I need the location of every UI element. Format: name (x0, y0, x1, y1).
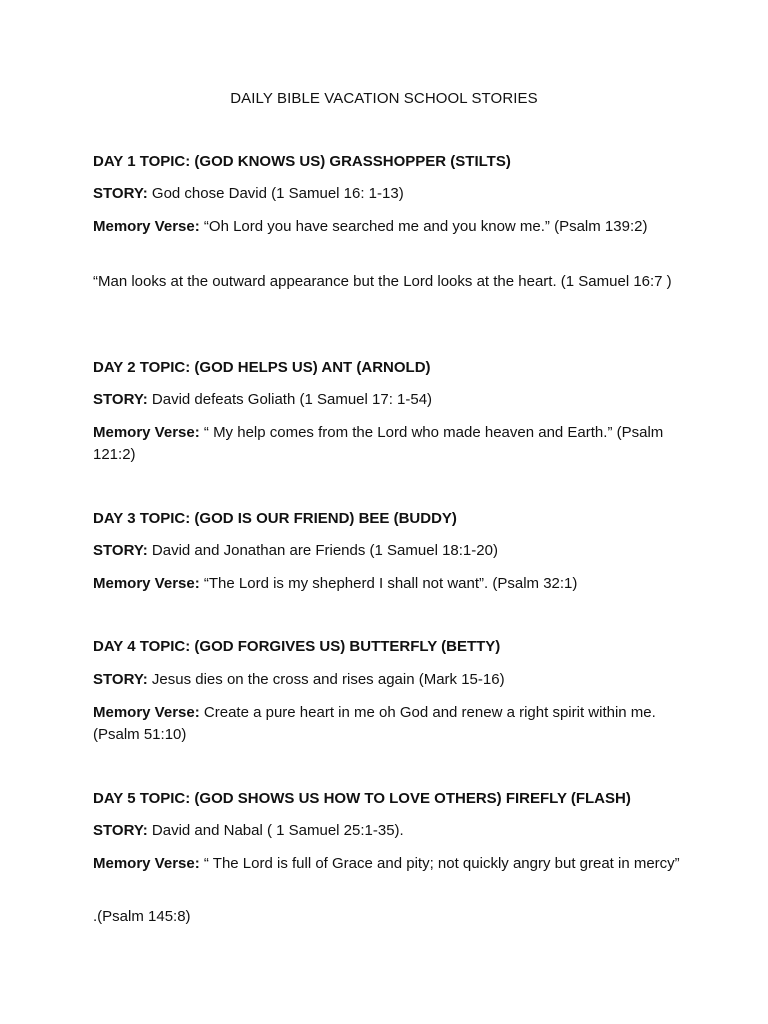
story-text: David and Jonathan are Friends (1 Samuel 18:1-20) (147, 542, 498, 559)
memory-verse-label: Memory Verse: (93, 855, 200, 872)
day-1-memory-verse (93, 216, 683, 238)
memory-verse-text: “ The Lord is full of Grace and pity; not quickly angry but great in mercy” (199, 855, 680, 872)
day-5-heading: DAY 5 TOPIC: (GOD SHOWS US HOW TO LOVE OTHERS) FIREFLY (FLASH) (93, 790, 631, 807)
day-2-memory-verse (93, 422, 683, 466)
story-label: STORY: (93, 671, 148, 688)
day-2-heading: DAY 2 TOPIC: (GOD HELPS US) ANT (ARNOLD) (93, 359, 431, 376)
memory-verse-text: Create a pure heart in me oh God and renew a right spirit within me. (Psalm 51:10) (93, 704, 656, 743)
story-text: God chose David (1 Samuel 16: 1-13) (147, 185, 404, 202)
memory-verse-text: “Oh Lord you have searched me and you know me.” (Psalm 139:2) (199, 218, 648, 235)
day-5-story (93, 820, 683, 842)
day-5-extra-verse: .(Psalm 145:8) (93, 908, 191, 925)
day-3-heading: DAY 3 TOPIC: (GOD IS OUR FRIEND) BEE (BUDDY) (93, 510, 457, 527)
story-text: David defeats Goliath (1 Samuel 17: 1-54) (147, 391, 433, 408)
day-5-memory-verse (93, 853, 683, 875)
document-title: DAILY BIBLE VACATION SCHOOL STORIES (230, 90, 538, 107)
story-text: David and Nabal ( 1 Samuel 25:1-35). (147, 822, 404, 839)
day-1-heading: DAY 1 TOPIC: (GOD KNOWS US) GRASSHOPPER (STILTS) (93, 153, 511, 170)
memory-verse-label: Memory Verse: (93, 218, 200, 235)
memory-verse-text: “The Lord is my shepherd I shall not want”. (Psalm 32:1) (199, 575, 578, 592)
story-label: STORY: (93, 185, 148, 202)
story-text: Jesus dies on the cross and rises again (Mark 15-16) (147, 671, 505, 688)
memory-verse-label: Memory Verse: (93, 704, 200, 721)
story-label: STORY: (93, 391, 148, 408)
memory-verse-text: “ My help comes from the Lord who made heaven and Earth.” (Psalm 121:2) (93, 424, 664, 463)
day-4-heading: DAY 4 TOPIC: (GOD FORGIVES US) BUTTERFLY (BETTY) (93, 638, 501, 655)
day-3-memory-verse (93, 573, 683, 595)
day-4-story (93, 669, 683, 691)
day-4-memory-verse (93, 702, 683, 746)
day-2-story (93, 389, 683, 411)
story-label: STORY: (93, 822, 148, 839)
memory-verse-label: Memory Verse: (93, 424, 200, 441)
memory-verse-label: Memory Verse: (93, 575, 200, 592)
day-3-story (93, 540, 683, 562)
story-label: STORY: (93, 542, 148, 559)
day-1-extra-verse: “Man looks at the outward appearance but the Lord looks at the heart. (1 Samuel 16:7 ) (93, 273, 672, 290)
day-1-story (93, 183, 683, 205)
